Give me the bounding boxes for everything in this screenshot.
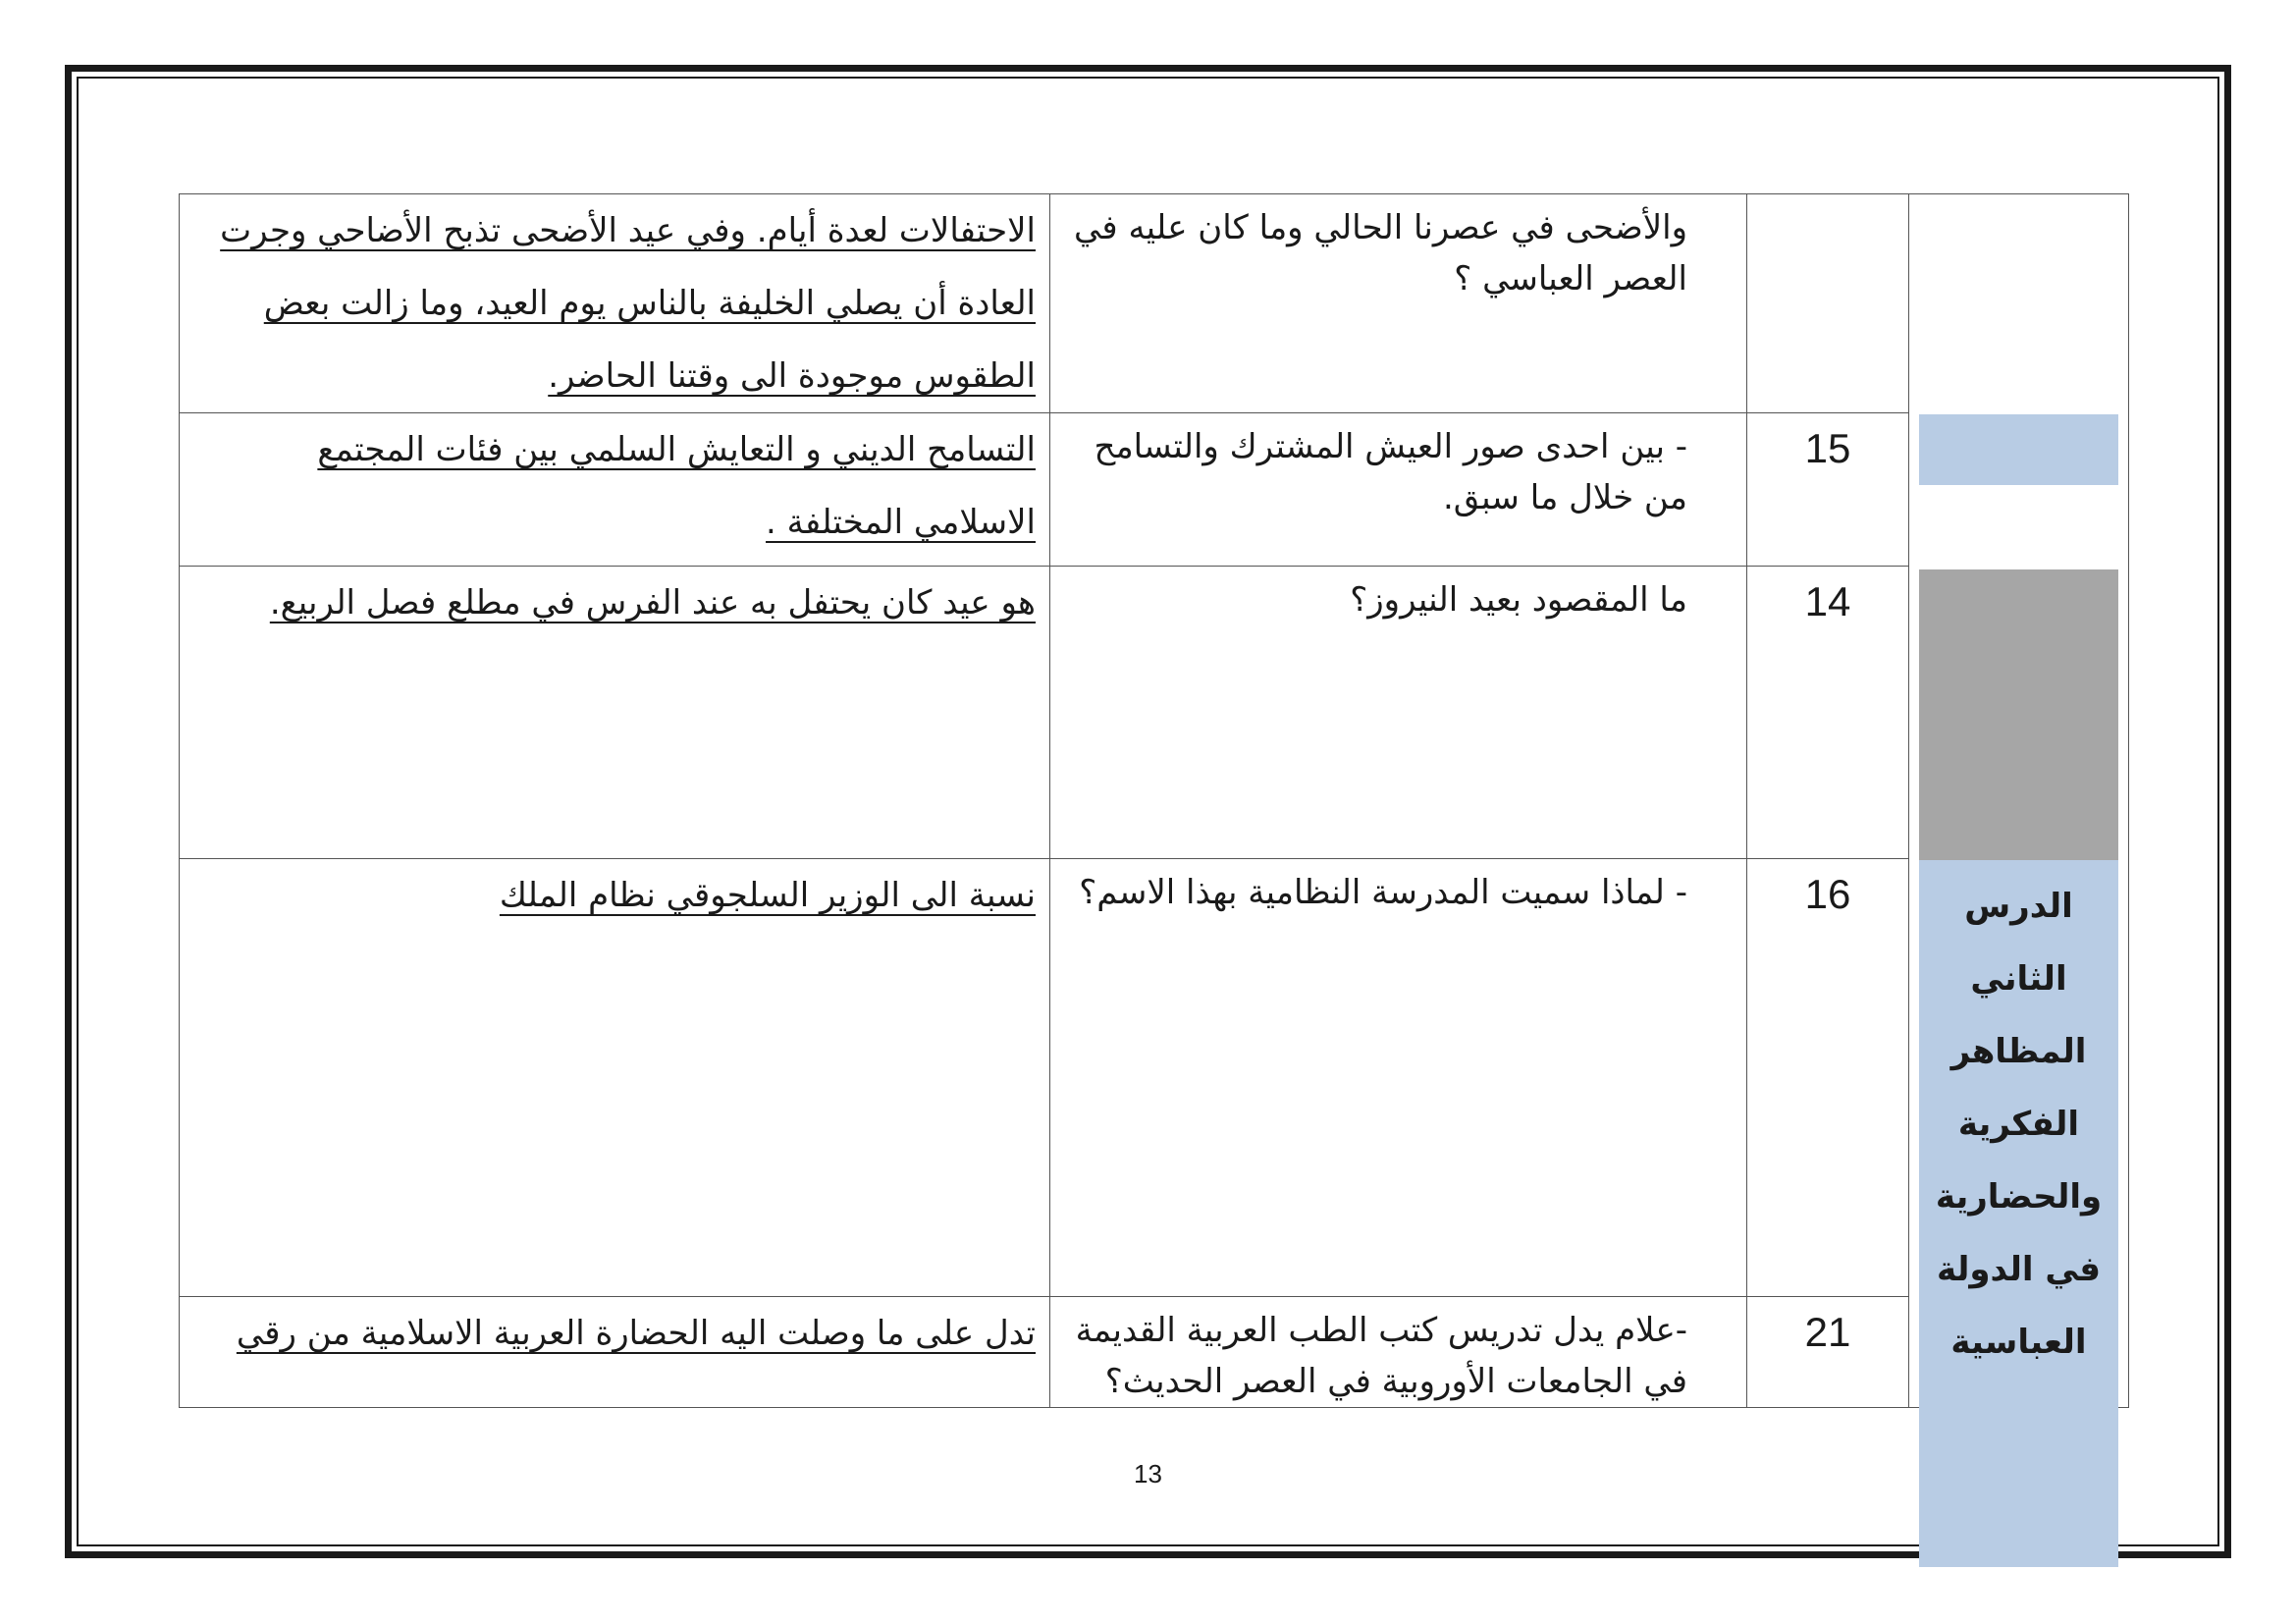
number-cell: [1747, 413, 1909, 567]
question-cell: [1050, 413, 1747, 567]
answer-text: نسبة الى الوزير السلجوقي نظام الملك: [499, 876, 1036, 915]
table-row: [180, 1297, 2129, 1408]
question-text: - بين احدى صور العيش المشترك والتسامح من خلال ما سبق.: [1094, 427, 1687, 517]
lesson-title: الدرس الثاني المظاهر الفكرية والحضارية في الدولة العباسية: [1935, 887, 2103, 1362]
answer-text: التسامح الديني و التعايش السلمي بين فئات المجتمع الاسلامي المختلفة .: [317, 430, 1036, 542]
lesson-cell: [1909, 194, 2129, 1408]
number-cell: [1747, 567, 1909, 859]
answer-cell: [180, 567, 1050, 859]
answer-text: تدل على ما وصلت اليه الحضارة العربية الاسلامية من رقي: [236, 1314, 1036, 1353]
question-cell: [1050, 1297, 1747, 1408]
question-answer-table: [179, 193, 2129, 1408]
question-number: [1747, 194, 1908, 206]
page-number: 13: [1134, 1459, 1162, 1489]
question-number: 16: [1804, 871, 1851, 917]
answer-cell: [180, 194, 1050, 413]
number-cell: [1747, 1297, 1909, 1408]
table-row: [180, 567, 2129, 859]
answer-text: هو عيد كان يحتفل به عند الفرس في مطلع فصل الربيع.: [269, 583, 1036, 623]
question-cell: [1050, 567, 1747, 859]
answer-cell: [180, 413, 1050, 567]
answer-cell: [180, 859, 1050, 1297]
question-number: 15: [1804, 425, 1851, 471]
question-text: والأضحى في عصرنا الحالي وما كان عليه في العصر العباسي ؟: [1074, 208, 1687, 298]
question-cell: [1050, 859, 1747, 1297]
question-text: ما المقصود بعيد النيروز؟: [1350, 580, 1687, 620]
question-number: 14: [1804, 578, 1851, 624]
answer-cell: [180, 1297, 1050, 1408]
lesson-shade-gray: [1919, 569, 2118, 860]
question-text: - لماذا سميت المدرسة النظامية بهذا الاسم؟: [1079, 873, 1687, 912]
table-row: [180, 859, 2129, 1297]
question-number: 21: [1804, 1309, 1851, 1355]
answer-text: الاحتفالات لعدة أيام. وفي عيد الأضحى تذبح الأضاحي وجرت العادة أن يصلي الخليفة بالناس يوم العيد، وما زالت بعض الطقوس موجودة الى وقتنا الحاضر.: [220, 211, 1036, 396]
number-cell: [1747, 859, 1909, 1297]
question-cell: [1050, 194, 1747, 413]
table-row: [180, 413, 2129, 567]
question-text: -علام يدل تدريس كتب الطب العربية القديمة في الجامعات الأوروبية في العصر الحديث؟: [1075, 1311, 1687, 1401]
table-row: [180, 194, 2129, 413]
lesson-shade-blue-top: [1919, 414, 2118, 485]
number-cell: [1747, 194, 1909, 413]
